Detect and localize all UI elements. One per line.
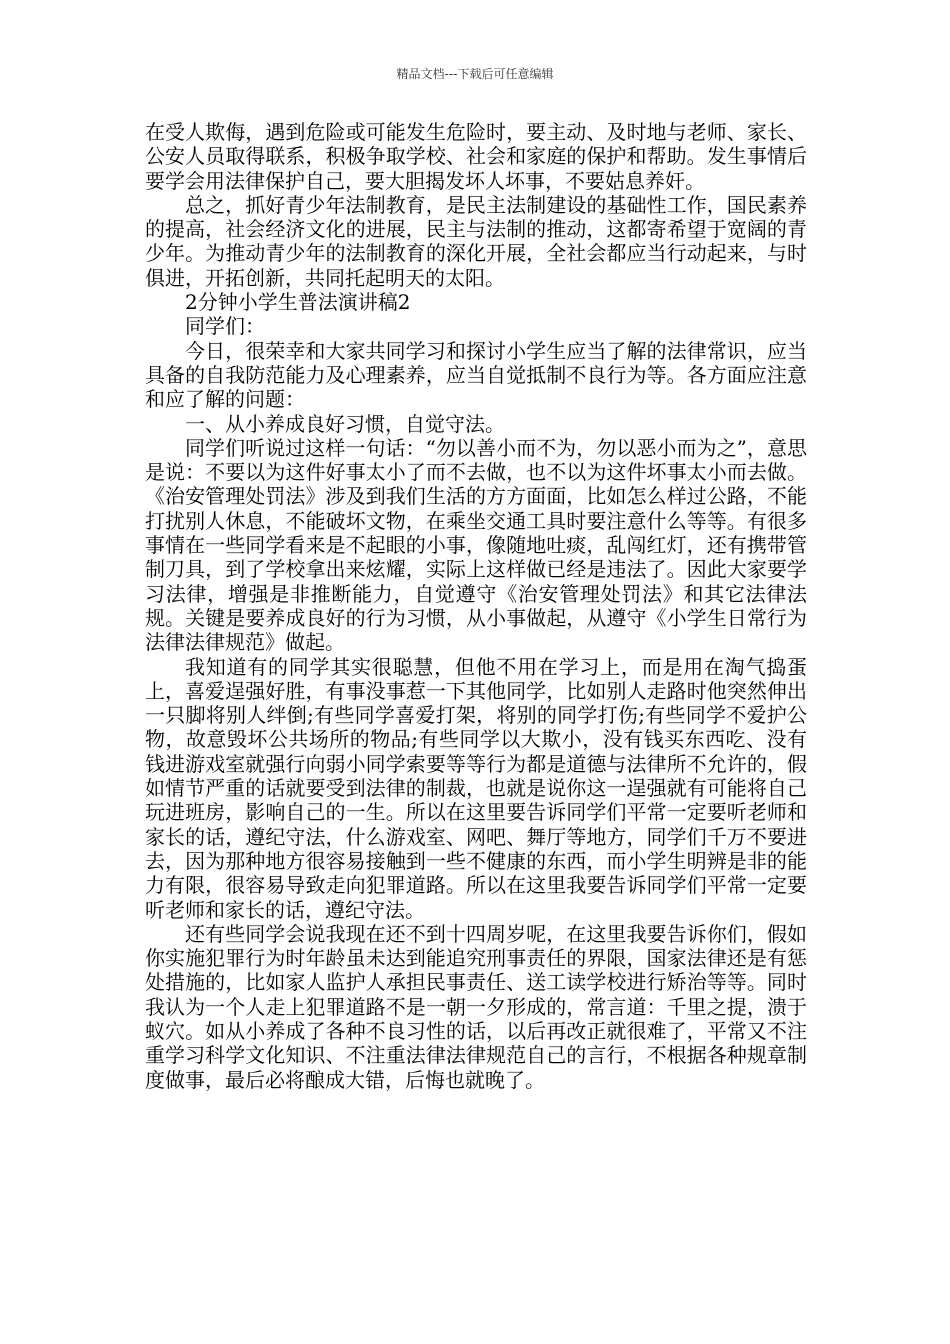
- paragraph-5: 我知道有的同学其实很聪慧，但他不用在学习上，而是用在淘气捣蛋上，喜爱逞强好胜，有事没事惹一下其他同学，比如别人走路时他突然伸出一只脚将别人绊倒;有些同学喜爱打架，将别的同学打伤;有些同学不爱护公物，故意毁坏公共场所的物品;有些同学以大欺小，没有钱买东西吃、没有钱进游戏室就强行向弱小同学索要等等行为都是道德与法律所不允许的，假如情节严重的话就要受到法律的制裁，也就是说你这一逞强就有可能将自己玩进班房，影响自己的一生。所以在这里要告诉同学们平常一定要听老师和家长的话，遵纪守法，什么游戏室、网吧、舞厅等地方，同学们千万不要进去，因为那种地方很容易接触到一些不健康的东西，而小学生明辨是非的能力有限，很容易导致走向犯罪道路。所以在这里我要告诉同学们平常一定要听老师和家长的话，遵纪守法。: [145, 654, 807, 922]
- section-title: 2分钟小学生普法演讲稿2: [185, 290, 411, 315]
- paragraph-2: 总之，抓好青少年法制教育，是民主法制建设的基础性工作，国民素养的提高，社会经济文化的进展，民主与法制的推动，这都寄希望于宽阔的青少年。为推动青少年的法制教育的深化开展，全社会都应当行动起来，与时俱进，开拓创新，共同托起明天的太阳。: [145, 192, 807, 290]
- page-header: 精品文档---下载后可任意编辑: [396, 67, 554, 81]
- paragraph-1: 在受人欺侮，遇到危险或可能发生危险时，要主动、及时地与老师、家长、公安人员取得联系，积极争取学校、社会和家庭的保护和帮助。发生事情后要学会用法律保护自己，要大胆揭发坏人坏事，不要姑息养奸。: [145, 120, 807, 193]
- paragraph-3: 今日，很荣幸和大家共同学习和探讨小学生应当了解的法律常识，应当具备的自我防范能力及心理素养，应当自觉抵制不良行为等。各方面应注意和应了解的问题：: [145, 338, 807, 412]
- paragraph-6: 还有些同学会说我现在还不到十四周岁呢，在这里我要告诉你们，假如你实施犯罪行为时年龄虽未达到能追究刑事责任的界限，国家法律还是有惩处措施的，比如家人监护人承担民事责任、送工读学校进行矫治等等。同时我认为一个人走上犯罪道路不是一朝一夕形成的，常言道：千里之提，溃于蚁穴。如从小养成了各种不良习性的话，以后再改正就很难了，平常又不注重学习科学文化知识、不注重法律法律规范自己的言行，不根据各种规章制度做事，最后必将酿成大错，后悔也就晚了。: [145, 921, 807, 1092]
- paragraph-4: 同学们听说过这样一句话：“勿以善小而不为，勿以恶小而为之”，意思是说：不要以为这件好事太小了而不去做，也不以为这件坏事太小而去做。《治安管理处罚法》涉及到我们生活的方方面面，比如怎么样过公路，不能打扰别人休息，不能破坏文物，在乘坐交通工具时要注意什么等等。有很多事情在一些同学看来是不起眼的小事，像随地吐痰，乱闯红灯，还有携带管制刀具，到了学校拿出来炫耀，实际上这样做已经是违法了。因此大家要学习法律，增强是非推断能力，自觉遵守《治安管理处罚法》和其它法律法规。关键是要养成良好的行为习惯，从小事做起，从遵守《小学生日常行为法律法律规范》做起。: [145, 435, 807, 655]
- document-body: [145, 120, 807, 1092]
- salutation: 同学们：: [185, 314, 265, 339]
- subheading-1: 一、从小养成良好习惯，自觉守法。: [185, 411, 505, 436]
